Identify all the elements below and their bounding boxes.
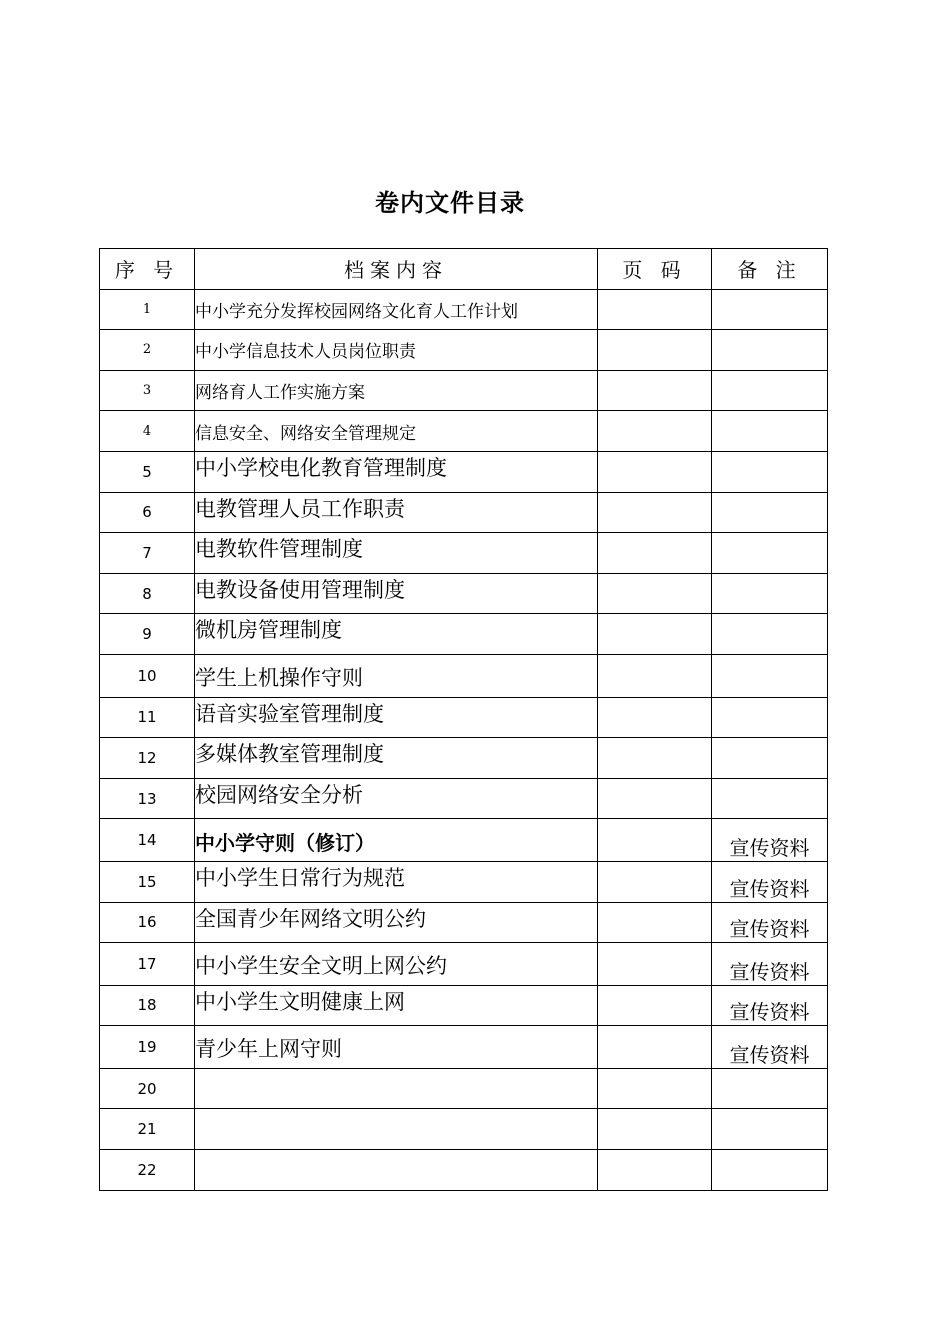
row-number: 22	[100, 1150, 195, 1191]
row-page	[598, 573, 712, 614]
row-content: 青少年上网守则	[195, 1026, 598, 1069]
table-row	[100, 943, 828, 986]
table-row	[100, 573, 828, 614]
row-number: 18	[100, 985, 195, 1026]
row-content: 中小学生安全文明上网公约	[195, 943, 598, 986]
table-row	[100, 1068, 828, 1109]
row-content: 中小学守则（修订）	[195, 819, 598, 862]
row-content: 中小学生日常行为规范	[195, 861, 598, 902]
row-note	[712, 533, 828, 574]
row-content: 电教管理人员工作职责	[195, 492, 598, 533]
row-content: 中小学信息技术人员岗位职责	[195, 330, 598, 371]
row-content	[195, 1109, 598, 1150]
table-row	[100, 614, 828, 655]
row-page	[598, 330, 712, 371]
row-page	[598, 943, 712, 986]
row-number: 14	[100, 819, 195, 862]
row-note	[712, 289, 828, 330]
row-content: 中小学生文明健康上网	[195, 985, 598, 1026]
row-page	[598, 411, 712, 452]
table-row	[100, 1150, 828, 1191]
row-number: 1	[100, 289, 195, 330]
header-note: 备 注	[712, 249, 828, 290]
row-note: 宣传资料	[712, 1026, 828, 1069]
row-page	[598, 289, 712, 330]
row-note	[712, 654, 828, 697]
row-note	[712, 411, 828, 452]
table-row	[100, 738, 828, 779]
row-number: 4	[100, 411, 195, 452]
row-content	[195, 1150, 598, 1191]
row-number: 16	[100, 902, 195, 943]
row-page	[598, 861, 712, 902]
row-note: 宣传资料	[712, 985, 828, 1026]
row-number: 13	[100, 778, 195, 819]
row-page	[598, 492, 712, 533]
row-note: 宣传资料	[712, 819, 828, 862]
page-title: 卷内文件目录	[375, 189, 525, 217]
row-number: 5	[100, 451, 195, 492]
row-note	[712, 614, 828, 655]
row-note	[712, 738, 828, 779]
row-note: 宣传资料	[712, 902, 828, 943]
row-number: 17	[100, 943, 195, 986]
header-content: 档案内容	[195, 249, 598, 290]
row-content: 学生上机操作守则	[195, 654, 598, 697]
row-note	[712, 370, 828, 411]
row-content: 校园网络安全分析	[195, 778, 598, 819]
table-row	[100, 289, 828, 330]
catalog-table	[99, 248, 828, 1191]
table-row	[100, 533, 828, 574]
row-page	[598, 533, 712, 574]
table-row	[100, 778, 828, 819]
row-number: 15	[100, 861, 195, 902]
table-row	[100, 902, 828, 943]
row-note	[712, 1109, 828, 1150]
row-number: 12	[100, 738, 195, 779]
row-content: 网络育人工作实施方案	[195, 370, 598, 411]
row-page	[598, 985, 712, 1026]
row-page	[598, 370, 712, 411]
table-row	[100, 985, 828, 1026]
row-number: 10	[100, 654, 195, 697]
row-note	[712, 451, 828, 492]
table-row	[100, 1026, 828, 1069]
row-page	[598, 697, 712, 738]
row-content: 电教软件管理制度	[195, 533, 598, 574]
row-content: 语音实验室管理制度	[195, 697, 598, 738]
row-page	[598, 451, 712, 492]
row-content: 信息安全、网络安全管理规定	[195, 411, 598, 452]
row-content: 微机房管理制度	[195, 614, 598, 655]
table-row	[100, 370, 828, 411]
row-number: 21	[100, 1109, 195, 1150]
row-number: 6	[100, 492, 195, 533]
row-page	[598, 654, 712, 697]
row-content	[195, 1068, 598, 1109]
row-note: 宣传资料	[712, 943, 828, 986]
table-row	[100, 819, 828, 862]
row-page	[598, 1150, 712, 1191]
table-row	[100, 492, 828, 533]
row-number: 2	[100, 330, 195, 371]
row-content: 全国青少年网络文明公约	[195, 902, 598, 943]
table-row	[100, 1109, 828, 1150]
table-row	[100, 411, 828, 452]
table-row	[100, 451, 828, 492]
row-note	[712, 1150, 828, 1191]
row-page	[598, 778, 712, 819]
row-page	[598, 819, 712, 862]
row-content: 中小学充分发挥校园网络文化育人工作计划	[195, 289, 598, 330]
row-note: 宣传资料	[712, 861, 828, 902]
row-page	[598, 902, 712, 943]
row-page	[598, 1068, 712, 1109]
row-content: 中小学校电化教育管理制度	[195, 451, 598, 492]
row-page	[598, 738, 712, 779]
row-page	[598, 614, 712, 655]
row-number: 11	[100, 697, 195, 738]
row-content: 电教设备使用管理制度	[195, 573, 598, 614]
row-page	[598, 1026, 712, 1069]
row-content: 多媒体教室管理制度	[195, 738, 598, 779]
header-row	[100, 249, 828, 290]
row-note	[712, 330, 828, 371]
header-seq: 序 号	[100, 249, 195, 290]
row-number: 3	[100, 370, 195, 411]
header-page: 页 码	[598, 249, 712, 290]
row-note	[712, 778, 828, 819]
table-row	[100, 330, 828, 371]
row-number: 20	[100, 1068, 195, 1109]
row-note	[712, 1068, 828, 1109]
row-note	[712, 573, 828, 614]
row-note	[712, 492, 828, 533]
row-note	[712, 697, 828, 738]
table-row	[100, 697, 828, 738]
table-row	[100, 654, 828, 697]
table-row	[100, 861, 828, 902]
row-number: 19	[100, 1026, 195, 1069]
row-number: 9	[100, 614, 195, 655]
row-number: 8	[100, 573, 195, 614]
row-page	[598, 1109, 712, 1150]
row-number: 7	[100, 533, 195, 574]
